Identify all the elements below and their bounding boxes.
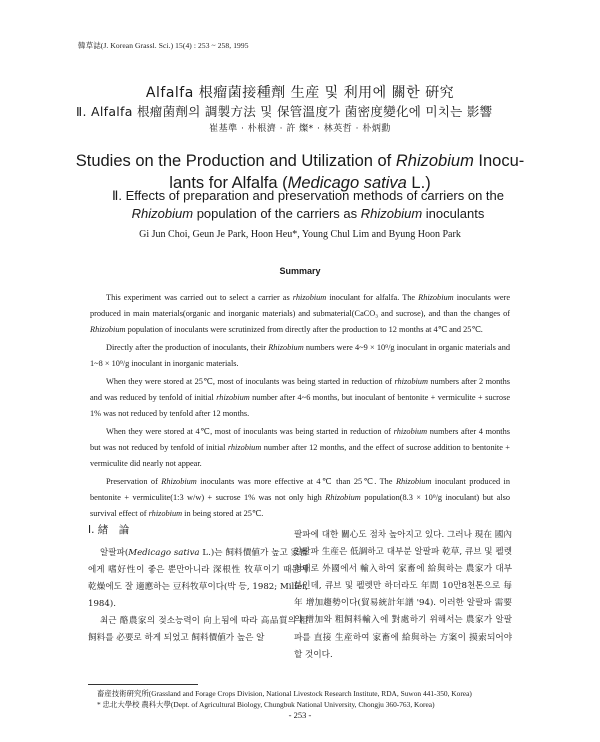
summary-paragraph-2: Directly after the production of inoculants, their Rhizobium numbers were 4~9 × 10⁹/g inoculant in organic materials and 1~8 × 10⁹/g inoculant in inorganic materials. xyxy=(90,343,510,368)
summary-paragraph-1: This experiment was carried out to select a carrier as rhizobium inoculant for alfalfa. The Rhizobium inoculants were produced in main materials(organic and inorganic materials) and submaterial(CaCO₃ and sucrose), and than the changes of Rhizobium population of inoculants were scrutinized from directly after the production to 12 months at 4℃ and 25℃. xyxy=(90,293,510,334)
summary-paragraph-4: When they were stored at 4℃, most of inoculants was being started in reduction of rhizobium numbers after 4 months but was not reduced by tenfold of initial rhizobium number after 12 months, and the effect of sucrose addition to bentonite + vermiculite did nearly not appear. xyxy=(90,427,510,468)
korean-subtitle: Ⅱ. Alfalfa 根瘤菌劑의 調製方法 및 保管溫度가 菌密度變化에 미치는 影響 xyxy=(76,104,493,119)
page-number: - 253 - xyxy=(288,710,312,720)
intro-paragraph-continued: 팔파에 대한 關心도 점차 높아지고 있다. 그러나 現在 國內 알팔파 生産은 低調하고 대부분 알팔파 乾草, 큐브 및 펠렛형태로 外國에서 輸入하여 家畜에 給與하는 農家가 대부분인데, 큐브 및 펠렛만 하더라도 年間 10만8천톤으로 每年 增加趨勢이다(貿易統計年譜 '94). 이러한 알팔파 需要의 增加와 粗飼料輸入에 對處하기 위해서는 農家가 알팔파를 直接 生産하여 家畜에 給與하는 方案이 摸索되어야 할 것이다. xyxy=(294,530,512,660)
summary-paragraph-3: When they were stored at 25℃, most of inoculants was being started in reduction of rhizobium numbers after 2 months and was reduced by tenfold of initial rhizobium number after 4~6 months, but inoculant of bentonite + vermiculite + sucrose 1% was not reduced by tenfold after 12 months. xyxy=(90,377,510,418)
intro-paragraph-1: 알팔파(Medicago sativa L.)는 飼料價値가 높고 家畜에게 嗜好性이 좋은 뿐만아니라 深根性 牧草이기 때문에 乾燥에도 잘 適應하는 豆科牧草이다(박 등, 1982; Miller, 1984). xyxy=(88,548,308,610)
english-authors: Gi Jun Choi, Geun Je Park, Hoon Heu*, Young Chul Lim and Byung Hoon Park xyxy=(139,229,461,240)
journal-citation: 韓草誌(J. Korean Grassl. Sci.) 15(4) : 253 ~ 258, 1995 xyxy=(78,41,249,50)
summary-body xyxy=(90,290,510,524)
body-column-left xyxy=(88,545,308,648)
summary-heading: Summary xyxy=(279,266,321,276)
footnote-divider xyxy=(88,684,198,685)
english-title: Studies on the Production and Utilization of Rhizobium Inocu- lants for Alfalfa (Medicago sativa L.) xyxy=(75,152,525,192)
english-subtitle: Ⅱ. Effects of preparation and preservation methods of carriers on the Rhizobium population of the carriers as Rhizobium inoculants xyxy=(111,188,505,221)
section-heading-introduction: Ⅰ. 緖 論 xyxy=(88,524,130,536)
korean-authors: 崔基準 · 朴根濟 · 許 燦* · 林英哲 · 朴炳勳 xyxy=(209,124,391,134)
korean-title: Alfalfa 根瘤菌接種劑 生産 및 利用에 關한 硏究 xyxy=(145,85,455,101)
footnote-affiliation-2: * 忠北大學校 農科大學(Dept. of Agricultural Biology, Chungbuk National University, Chongju 360-763, Korea) xyxy=(97,700,435,709)
intro-paragraph-2: 최근 酪農家의 젖소능력이 向上됨에 따라 高品質의 粗飼料를 必要로 하게 되었고 飼料價値가 높은 알 xyxy=(88,616,308,644)
summary-paragraph-5: Preservation of Rhizobium inoculants was more effective at 4℃ than 25℃. The Rhizobium inoculant produced in bentonite + vermiculite(1:3 w/w) + sucrose 1% was not only high Rhizobium population(8.3 × 10⁹/g inoculant) but also survival effect of rhizobium in being stored at 25℃. xyxy=(90,477,510,518)
footnote-affiliation-1: 畜産技術硏究所(Grassland and Forage Crops Division, National Livestock Research Institute, RDA, Suwon 441-350, Korea) xyxy=(97,689,472,698)
body-column-right xyxy=(294,527,512,664)
